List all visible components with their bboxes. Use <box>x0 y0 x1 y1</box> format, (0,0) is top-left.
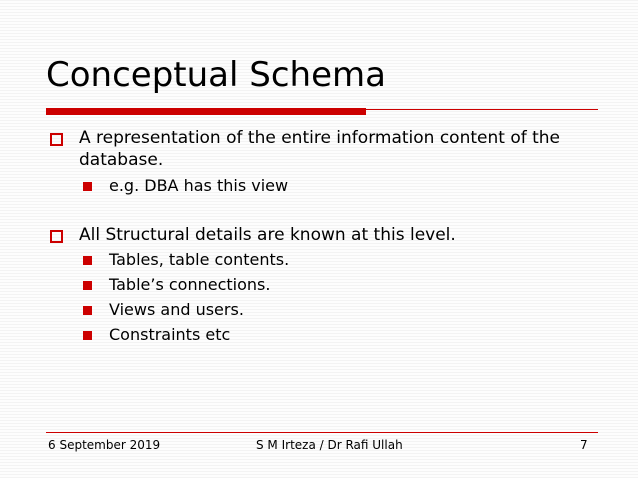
footer-date: 6 September 2019 <box>48 438 161 452</box>
bullet-text: A representation of the entire information content of the database. <box>79 128 561 170</box>
bullet-item <box>50 224 590 246</box>
sub-bullet-item <box>83 299 583 321</box>
sub-bullet-text: Tables, table contents. <box>109 250 290 269</box>
bullet-item <box>50 127 590 171</box>
filled-square-bullet-icon <box>83 331 92 340</box>
title-underline-line <box>366 109 598 110</box>
sub-bullet-text: Table’s connections. <box>109 275 271 294</box>
footer-author: S M Irteza / Dr Rafi Ullah <box>256 438 403 452</box>
sub-bullet-item <box>83 249 583 271</box>
sub-bullet-text: e.g. DBA has this view <box>109 176 289 195</box>
bullet-text: All Structural details are known at this level. <box>79 225 456 245</box>
footer-divider <box>46 432 598 433</box>
hollow-square-bullet-icon <box>50 230 63 243</box>
filled-square-bullet-icon <box>83 256 92 265</box>
hollow-square-bullet-icon <box>50 133 63 146</box>
slide-title: Conceptual Schema <box>46 55 386 95</box>
sub-bullet-item <box>83 324 583 346</box>
filled-square-bullet-icon <box>83 281 92 290</box>
title-underline-bar <box>46 108 366 115</box>
page-number: 7 <box>580 438 588 452</box>
filled-square-bullet-icon <box>83 306 92 315</box>
filled-square-bullet-icon <box>83 182 92 191</box>
sub-bullet-text: Views and users. <box>109 300 244 319</box>
sub-bullet-text: Constraints etc <box>109 325 231 344</box>
sub-bullet-item <box>83 175 583 197</box>
sub-bullet-item <box>83 274 583 296</box>
